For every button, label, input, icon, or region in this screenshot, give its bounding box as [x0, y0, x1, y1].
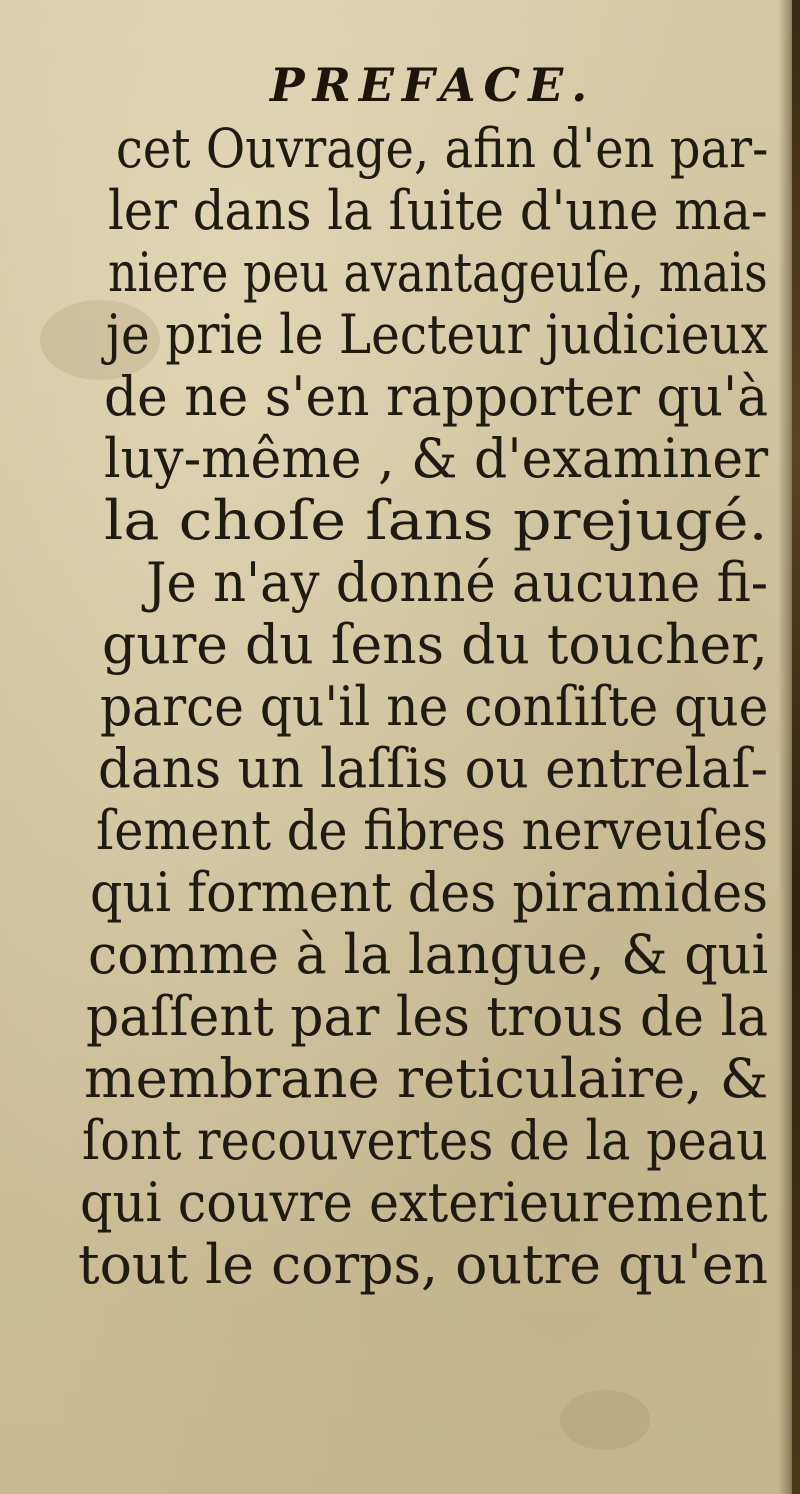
text-line: niere peu avantageuſe, mais: [108, 241, 768, 304]
text-line: paſſent par les trous de la: [86, 985, 769, 1048]
text-line: cet Ouvrage, afin d'en par-: [116, 117, 769, 180]
text-line: qui couvre exterieurement: [80, 1171, 768, 1234]
text-line: comme à la langue, & qui: [88, 923, 769, 986]
text-line: dans un laſſis ou entrelaſ-: [98, 737, 769, 800]
text-line: je prie le Lecteur judicieux: [106, 303, 769, 366]
text-line: de ne s'en rapporter qu'à: [104, 365, 769, 428]
page-edge: [792, 0, 800, 1494]
text-line: la choſe ſans prejugé.: [104, 489, 768, 552]
text-line: ſont recouvertes de la peau: [82, 1109, 768, 1172]
text-line: luy-même , & d'examiner: [104, 427, 769, 490]
text-line: parce qu'il ne conſiſte que: [100, 675, 769, 738]
running-header: PREFACE.: [270, 58, 596, 112]
text-line: tout le corps, outre qu'en: [78, 1233, 769, 1296]
text-line: gure du ſens du toucher,: [102, 613, 768, 676]
body-text: [78, 117, 776, 1296]
text-line: ſement de fibres nerveuſes: [96, 799, 768, 862]
paper-stain: [560, 1390, 650, 1450]
text-line: Je n'ay donné aucune fi-: [146, 551, 769, 614]
text-line: membrane reticulaire, &: [84, 1047, 769, 1110]
text-line: qui forment des piramides: [90, 861, 769, 924]
text-line: ler dans la ſuite d'une ma-: [108, 179, 768, 242]
